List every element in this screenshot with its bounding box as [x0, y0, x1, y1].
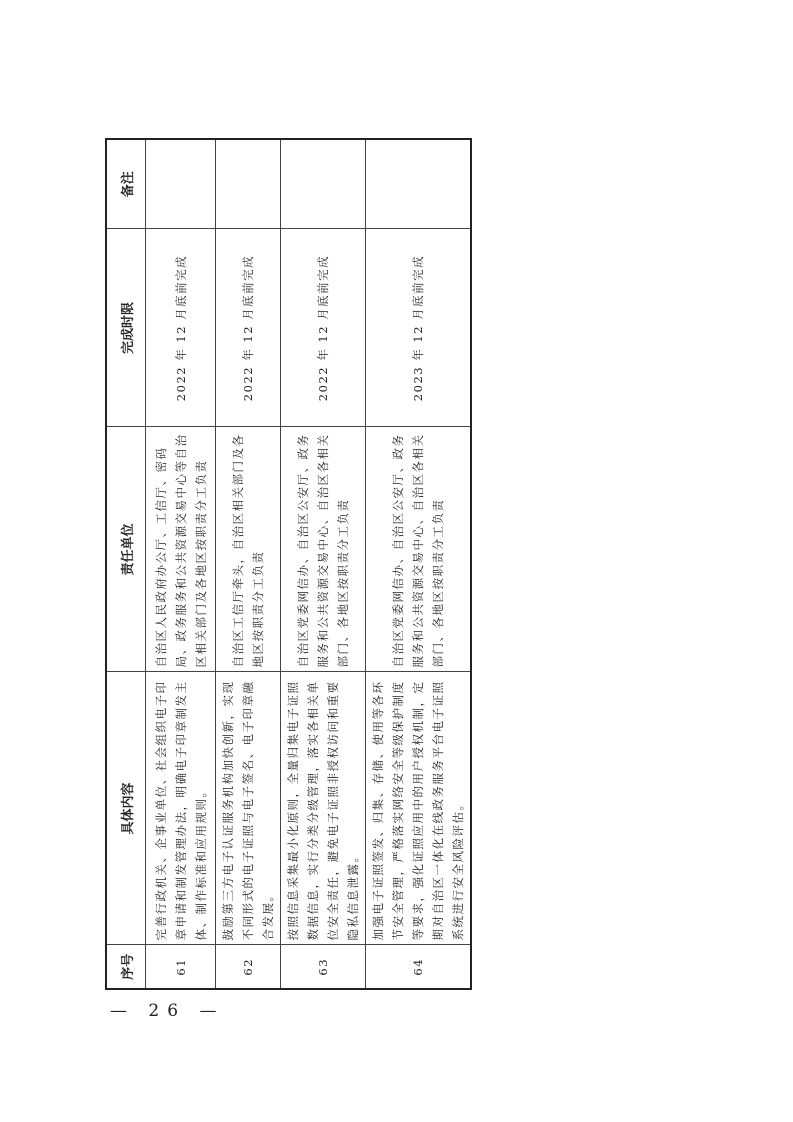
row-remark	[216, 139, 281, 229]
row-content: 鼓励第三方电子认证服务机构加快创新，实现不同形式的电子证照与电子签名、电子印章融合发展。	[216, 672, 281, 945]
table-header-row	[106, 139, 146, 989]
header-unit: 责任单位	[106, 427, 146, 672]
table-row	[146, 139, 216, 989]
table-row	[281, 139, 366, 989]
row-responsible-unit: 自治区党委网信办、自治区公安厅、政务服务和公共资源交易中心、自治区各相关部门、各地区按职责分工负责	[281, 427, 366, 672]
row-responsible-unit: 自治区工信厅牵头，自治区相关部门及各地区按职责分工负责	[216, 427, 281, 672]
row-remark	[366, 139, 472, 229]
row-number: 64	[366, 945, 472, 989]
row-content: 按照信息采集最小化原则，全量归集电子证照数据信息，实行分类分级管理，落实各相关单位安全责任，避免电子证照非授权访问和重要隐私信息泄露。	[281, 672, 366, 945]
header-no: 序号	[106, 945, 146, 989]
rotated-table-sheet	[105, 140, 465, 990]
row-number: 63	[281, 945, 366, 989]
header-remark: 备注	[106, 139, 146, 229]
header-deadline: 完成时限	[106, 229, 146, 427]
table-row	[216, 139, 281, 989]
page-number: — 26 —	[110, 1001, 225, 1021]
row-remark	[146, 139, 216, 229]
row-deadline: 2022 年 12 月底前完成	[216, 229, 281, 427]
row-number: 62	[216, 945, 281, 989]
row-deadline: 2023 年 12 月底前完成	[366, 229, 472, 427]
row-content: 完善行政机关、企事业单位、社会组织电子印章申请和制发管理办法，明确电子印章制发主体、制作标准和应用规则。	[146, 672, 216, 945]
row-deadline: 2022 年 12 月底前完成	[146, 229, 216, 427]
row-remark	[281, 139, 366, 229]
table-row	[366, 139, 472, 989]
task-table	[105, 138, 472, 990]
row-content: 加强电子证照签发、归集、存储、使用等各环节安全管理，严格落实网络安全等级保护制度等要求，强化证照应用中的用户授权机制，定期对自治区一体化在线政务服务平台电子证照系统进行安全风险评估。	[366, 672, 472, 945]
row-responsible-unit: 自治区人民政府办公厅、工信厅、密码局、政务服务和公共资源交易中心等自治区相关部门及各地区按职责分工负责	[146, 427, 216, 672]
row-deadline: 2022 年 12 月底前完成	[281, 229, 366, 427]
header-content: 具体内容	[106, 672, 146, 945]
row-number: 61	[146, 945, 216, 989]
row-responsible-unit: 自治区党委网信办、自治区公安厅、政务服务和公共资源交易中心、自治区各相关部门、各地区按职责分工负责	[366, 427, 472, 672]
